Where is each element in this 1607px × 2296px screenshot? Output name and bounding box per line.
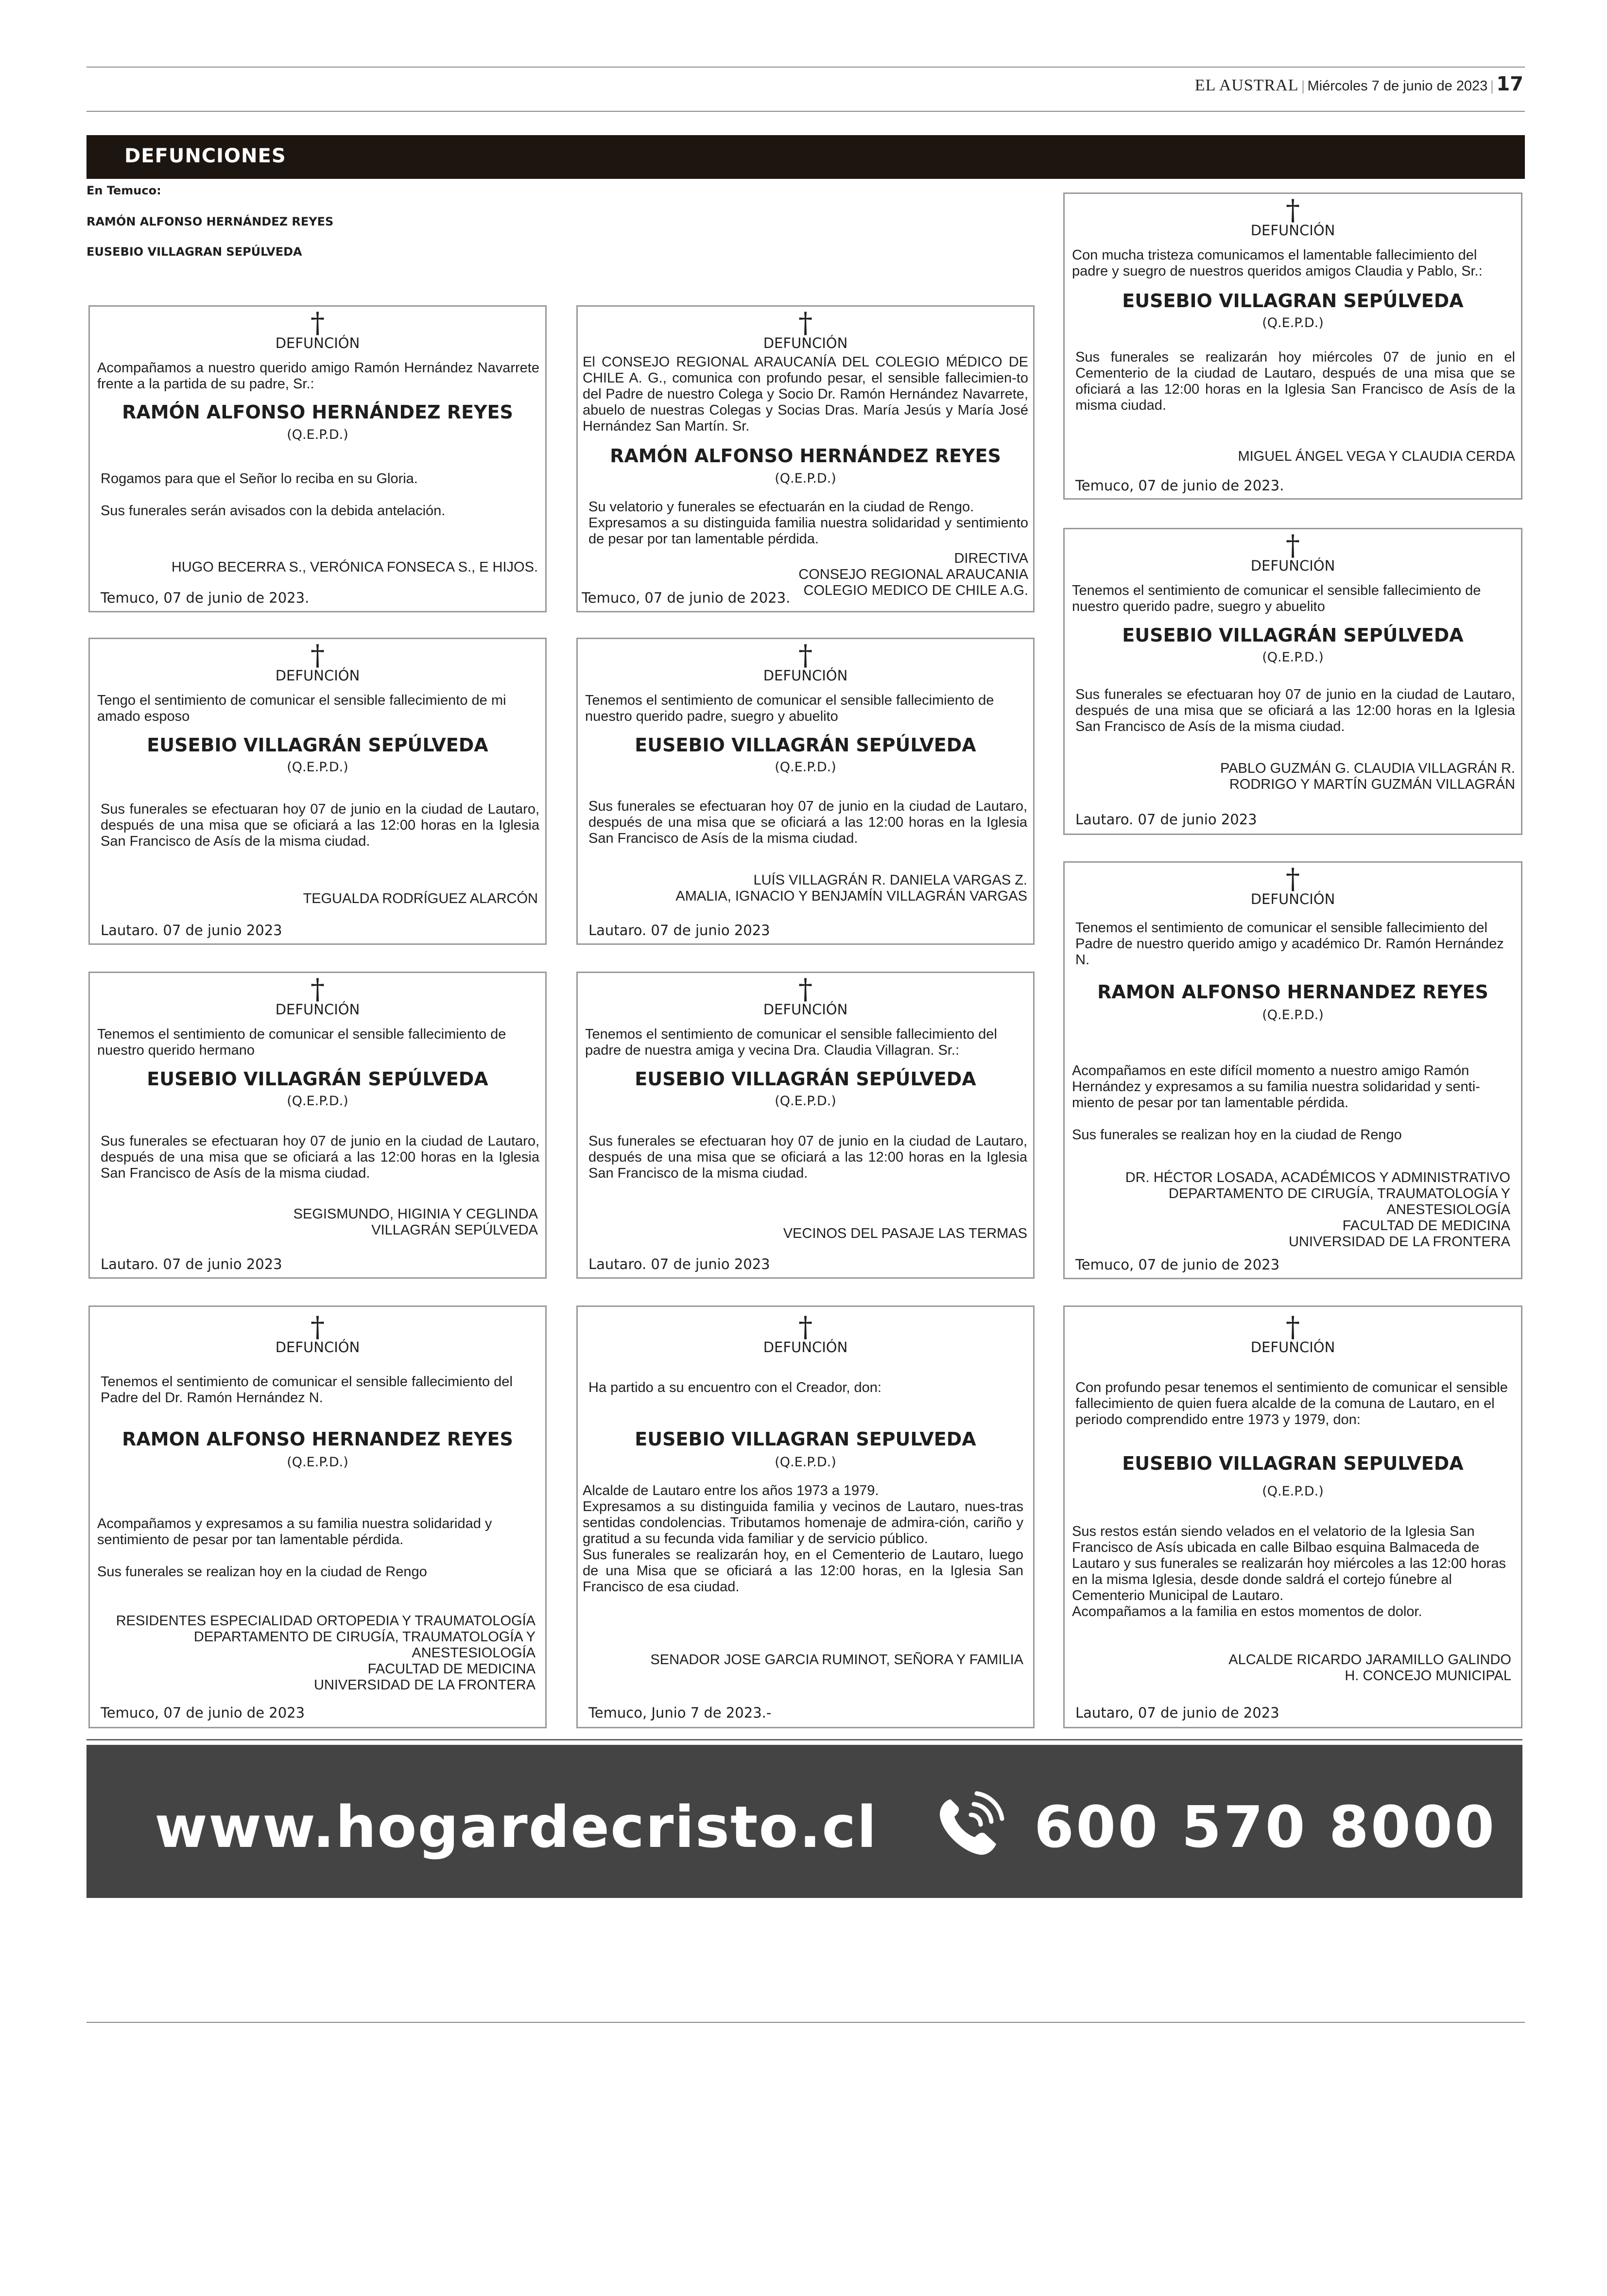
notice-body: Sus funerales se efectuaran hoy 07 de junio en la ciudad de Lautaro, después de una misa que se oficiará a las 12:00 horas en la Iglesia San Francisco de Asís de la misma ciudad.	[101, 801, 539, 849]
notice-signature: SENADOR JOSE GARCIA RUMINOT, SEÑORA Y FAMILIA	[650, 1652, 1023, 1668]
notice-body: Alcalde de Lautaro entre los años 1973 a 1979. Expresamos a su distinguida familia y vecinos de Lautaro, nues-tras sentidas condolencias. Tributamos homenaje de admira-ción, cariño y gratitud a su fecunda vida familiar y de servicio público. Sus funerales se realizarán hoy, en el Cementerio de Lautaro, luego de una Misa que se oficiará a las 12:00 horas, en la Iglesia San Francisco de esa ciudad.	[583, 1483, 1023, 1595]
deceased-name: RAMÓN ALFONSO HERNÁNDEZ REYES	[122, 401, 513, 423]
notice-signature: LUÍS VILLAGRÁN R. DANIELA VARGAS Z. AMALIA, IGNACIO Y BENJAMÍN VILLAGRÁN VARGAS	[675, 872, 1027, 904]
obituary-notice	[576, 638, 1035, 945]
notice-signature: PABLO GUZMÁN G. CLAUDIA VILLAGRÁN R. RODRIGO Y MARTÍN GUZMÁN VILLAGRÁN	[1220, 761, 1515, 792]
notice-signature: DR. HÉCTOR LOSADA, ACADÉMICOS Y ADMINISTRATIVO DEPARTAMENTO DE CIRUGÍA, TRAUMATOLOGÍA Y ANESTESIOLOGÍA FACULTAD DE MEDICINA UNIVERSIDAD DE LA FRONTERA	[1125, 1170, 1510, 1250]
notice-date: Lautaro. 07 de junio 2023	[1075, 811, 1257, 828]
section-header	[86, 135, 1525, 179]
notice-signature: SEGISMUNDO, HIGINIA Y CEGLINDA VILLAGRÁN SEPÚLVEDA	[293, 1206, 538, 1238]
obituary-notice	[576, 972, 1035, 1279]
notice-date: Lautaro, 07 de junio de 2023	[1075, 1705, 1279, 1721]
notice-intro: Tengo el sentimiento de comunicar el sensible fallecimiento de mi amado esposo	[97, 693, 506, 724]
notice-date: Temuco, 07 de junio de 2023	[1075, 1256, 1280, 1273]
cross-icon: †	[311, 1310, 325, 1343]
ad-banner[interactable]	[86, 1745, 1522, 1898]
deceased-name: EUSEBIO VILLAGRÁN SEPÚLVEDA	[147, 734, 488, 756]
notice-heading: DEFUNCIÓN	[1250, 891, 1335, 907]
cross-icon: †	[798, 639, 812, 672]
notice-body: Sus funerales se efectuaran hoy 07 de junio en la ciudad de Lautaro, después de una misa que se oficiará a las 12:00 horas en la Iglesia San Francisco de Asís de la misma ciudad.	[588, 799, 1027, 846]
notice-date: Temuco, 07 de junio de 2023.	[101, 590, 310, 606]
notice-date: Lautaro. 07 de junio 2023	[101, 922, 282, 939]
notice-intro: Tenemos el sentimiento de comunicar el sensible fallecimiento del Padre de nuestro querido amigo y académico Dr. Ramón Hernández N.	[1075, 920, 1504, 968]
notice-signature: HUGO BECERRA S., VERÓNICA FONSECA S., E HIJOS.	[171, 559, 538, 575]
index-name: EUSEBIO VILLAGRAN SEPÚLVEDA	[86, 245, 302, 259]
notice-body: Sus funerales se efectuaran hoy 07 de junio en la ciudad de Lautaro, después de una misa que se oficiará a las 12:00 horas en la Iglesia San Francisco de la misma ciudad.	[588, 1133, 1027, 1181]
notice-intro: Acompañamos a nuestro querido amigo Ramón Hernández Navarrete frente a la partida de su padre, Sr.:	[97, 360, 539, 392]
deceased-name: RAMÓN ALFONSO HERNÁNDEZ REYES	[610, 445, 1001, 467]
notice-body: Acompañamos y expresamos a su familia nuestra solidaridad y sentimiento de pesar por tan lamentable pérdida. Sus funerales se realizan hoy en la ciudad de Rengo	[97, 1516, 492, 1580]
banner-phone[interactable]: 600 570 8000	[1034, 1793, 1497, 1861]
notice-heading: DEFUNCIÓN	[275, 667, 360, 684]
notice-date: Temuco, 07 de junio de 2023.	[1075, 477, 1284, 494]
deceased-name: EUSEBIO VILLAGRÁN SEPÚLVEDA	[1122, 625, 1464, 646]
cross-icon: †	[1286, 1310, 1300, 1343]
obituary-notice	[88, 972, 547, 1279]
qepd: (Q.E.P.D.)	[775, 471, 836, 486]
issue-date: Miércoles 7 de junio de 2023	[1307, 78, 1488, 94]
notice-heading: DEFUNCIÓN	[275, 335, 360, 351]
cross-icon: †	[1286, 862, 1300, 895]
notice-heading: DEFUNCIÓN	[763, 1339, 848, 1356]
notice-date: Temuco, Junio 7 de 2023.-	[588, 1705, 772, 1721]
bottom-rule	[86, 2022, 1525, 2023]
obituary-notice	[88, 1305, 547, 1728]
deceased-name: EUSEBIO VILLAGRAN SEPÚLVEDA	[1122, 290, 1464, 312]
cross-icon: †	[798, 1310, 812, 1343]
obituary-notice	[1063, 861, 1522, 1279]
notice-heading: DEFUNCIÓN	[275, 1339, 360, 1356]
notice-signature: RESIDENTES ESPECIALIDAD ORTOPEDIA Y TRAUMATOLOGÍA DEPARTAMENTO DE CIRUGÍA, TRAUMATOLOGÍA Y ANESTESIOLOGÍA FACULTAD DE MEDICINA UNIVERSIDAD DE LA FRONTERA	[116, 1613, 536, 1693]
deceased-name: EUSEBIO VILLAGRAN SEPULVEDA	[635, 1428, 976, 1450]
qepd: (Q.E.P.D.)	[775, 760, 836, 775]
notice-heading: DEFUNCIÓN	[1250, 557, 1335, 574]
notice-body: Sus funerales se efectuaran hoy 07 de junio en la ciudad de Lautaro, después de una misa que se oficiará a las 12:00 horas en la Iglesia San Francisco de Asís de la misma ciudad.	[1075, 687, 1515, 734]
notice-date: Lautaro. 07 de junio 2023	[101, 1256, 282, 1272]
notice-intro: Tenemos el sentimiento de comunicar el sensible fallecimiento de nuestro querido padre, suegro y abuelito	[585, 693, 994, 724]
deceased-name: EUSEBIO VILLAGRÁN SEPÚLVEDA	[147, 1068, 488, 1090]
notice-heading: DEFUNCIÓN	[763, 335, 848, 351]
masthead-rule	[86, 111, 1525, 112]
cross-icon: †	[311, 306, 325, 339]
deceased-name: RAMON ALFONSO HERNANDEZ REYES	[122, 1428, 513, 1450]
index-name: RAMÓN ALFONSO HERNÁNDEZ REYES	[86, 215, 334, 228]
obituary-notice	[576, 305, 1035, 612]
notice-signature: ALCALDE RICARDO JARAMILLO GALINDO H. CONCEJO MUNICIPAL	[1228, 1652, 1511, 1684]
deceased-name: EUSEBIO VILLAGRÁN SEPÚLVEDA	[635, 1068, 976, 1090]
qepd: (Q.E.P.D.)	[1262, 1008, 1324, 1023]
notice-body: Su velatorio y funerales se efectuarán en la ciudad de Rengo. Expresamos a su distinguida familia nuestra solidaridad y sentimiento de pesar por tan lamentable pérdida.	[588, 499, 1028, 547]
notice-body: Sus restos están siendo velados en el velatorio de la Iglesia San Francisco de Asís ubicada en calle Bilbao esquina Balmaceda de Lautaro y sus funerales se realizarán hoy miércoles a las 12:00 horas en la misma Iglesia, desde donde saldrá el cortejo fúnebre al Cementerio Municipal de Lautaro. Acompañamos a la familia en estos momentos de dolor.	[1072, 1524, 1506, 1619]
notice-date: Temuco, 07 de junio de 2023.	[582, 590, 791, 606]
qepd: (Q.E.P.D.)	[287, 1094, 348, 1109]
notice-date: Lautaro. 07 de junio 2023	[588, 1256, 770, 1272]
notice-body: Acompañamos en este difícil momento a nuestro amigo Ramón Hernández y expresamos a su familia nuestra solidaridad y senti-miento de pesar por tan lamentable pérdida. Sus funerales se realizan hoy en la ciudad de Rengo	[1072, 1063, 1480, 1143]
qepd: (Q.E.P.D.)	[287, 760, 348, 775]
page-number: 17	[1496, 73, 1523, 95]
cross-icon: †	[311, 973, 325, 1006]
qepd: (Q.E.P.D.)	[287, 1455, 348, 1470]
notice-heading: DEFUNCIÓN	[763, 667, 848, 684]
deceased-name: EUSEBIO VILLAGRÁN SEPÚLVEDA	[635, 734, 976, 756]
notice-body: Sus funerales se realizarán hoy miércoles 07 de junio en el Cementerio de la ciudad de Lautaro, después de una misa que se oficiará a las 12:00 horas en la Iglesia San Francisco de Asís de la misma ciudad.	[1075, 349, 1515, 413]
notice-signature: DIRECTIVA CONSEJO REGIONAL ARAUCANIA COLEGIO MEDICO DE CHILE A.G.	[798, 551, 1028, 598]
notice-signature: VECINOS DEL PASAJE LAS TERMAS	[783, 1226, 1027, 1241]
qepd: (Q.E.P.D.)	[1262, 315, 1324, 330]
obituary-notice	[1063, 528, 1522, 835]
notice-heading: DEFUNCIÓN	[1250, 222, 1335, 239]
notice-intro: Ha partido a su encuentro con el Creador, don:	[588, 1380, 881, 1395]
cross-icon: †	[798, 306, 812, 339]
qepd: (Q.E.P.D.)	[775, 1094, 836, 1109]
notice-intro: Con profundo pesar tenemos el sentimiento de comunicar el sensible fallecimiento de quien fuera alcalde de la comuna de Lautaro, en el periodo comprendido entre 1973 y 1979, don:	[1075, 1380, 1508, 1427]
notice-heading: DEFUNCIÓN	[1250, 1339, 1335, 1356]
top-rule	[86, 67, 1525, 68]
notice-date: Temuco, 07 de junio de 2023	[101, 1705, 305, 1721]
notice-body: Rogamos para que el Señor lo reciba en su Gloria. Sus funerales serán avisados con la debida antelación.	[101, 471, 446, 519]
notice-intro: Con mucha tristeza comunicamos el lamentable fallecimiento del padre y suegro de nuestros queridos amigos Claudia y Pablo, Sr.:	[1072, 247, 1483, 279]
obituary-notice	[1063, 192, 1522, 500]
masthead: EL AUSTRAL | Miércoles 7 de junio de 2023 | 17	[1194, 73, 1523, 95]
deceased-name: RAMON ALFONSO HERNANDEZ REYES	[1097, 981, 1488, 1003]
cross-icon: †	[311, 639, 325, 672]
banner-url[interactable]: www.hogardecristo.cl	[155, 1793, 878, 1861]
notice-intro: Tenemos el sentimiento de comunicar el sensible fallecimiento de nuestro querido hermano	[97, 1026, 506, 1058]
section-title: DEFUNCIONES	[124, 145, 286, 167]
obituary-notice	[88, 305, 547, 612]
phone-icon	[932, 1790, 1010, 1862]
qepd: (Q.E.P.D.)	[1262, 650, 1324, 665]
notice-intro: Tenemos el sentimiento de comunicar el sensible fallecimiento del Padre del Dr. Ramón Hernández N.	[101, 1374, 513, 1406]
notice-heading: DEFUNCIÓN	[763, 1001, 848, 1018]
index-city: En Temuco:	[86, 184, 161, 197]
notice-date: Lautaro. 07 de junio 2023	[588, 922, 770, 939]
cross-icon: †	[798, 973, 812, 1006]
notice-heading: DEFUNCIÓN	[275, 1001, 360, 1018]
notice-intro: Tenemos el sentimiento de comunicar el sensible fallecimiento del padre de nuestra amiga y vecina Dra. Claudia Villagran. Sr.:	[585, 1026, 997, 1058]
notice-signature: MIGUEL ÁNGEL VEGA Y CLAUDIA CERDA	[1238, 449, 1515, 464]
notice-signature: TEGUALDA RODRÍGUEZ ALARCÓN	[303, 891, 538, 906]
notice-body: Sus funerales se efectuaran hoy 07 de junio en la ciudad de Lautaro, después de una misa que se oficiará a las 12:00 horas en la Iglesia San Francisco de Asís de la misma ciudad.	[101, 1133, 539, 1181]
obituary-notice	[88, 638, 547, 945]
cross-icon: †	[1286, 529, 1300, 562]
cross-icon: †	[1286, 193, 1300, 226]
qepd: (Q.E.P.D.)	[287, 427, 348, 442]
paper-name: EL AUSTRAL	[1194, 76, 1299, 94]
notice-intro: El CONSEJO REGIONAL ARAUCANÍA DEL COLEGIO MÉDICO DE CHILE A. G., comunica con profundo pesar, el sensible fallecimien-to del Padre de nuestro Colega y Socio Dr. Ramón Hernández Navarrete, abuelo de nuestras Colegas y Socias Dras. María Jesús y María José Hernández San Martín. Sr.	[583, 354, 1028, 434]
deceased-name: EUSEBIO VILLAGRAN SEPULVEDA	[1122, 1453, 1464, 1474]
notice-intro: Tenemos el sentimiento de comunicar el sensible fallecimiento de nuestro querido padre, suegro y abuelito	[1072, 583, 1481, 614]
obituary-notice	[1063, 1305, 1522, 1728]
obituary-notice	[576, 1305, 1035, 1728]
banner-rule	[86, 1739, 1522, 1740]
qepd: (Q.E.P.D.)	[1262, 1484, 1324, 1499]
qepd: (Q.E.P.D.)	[775, 1455, 836, 1470]
